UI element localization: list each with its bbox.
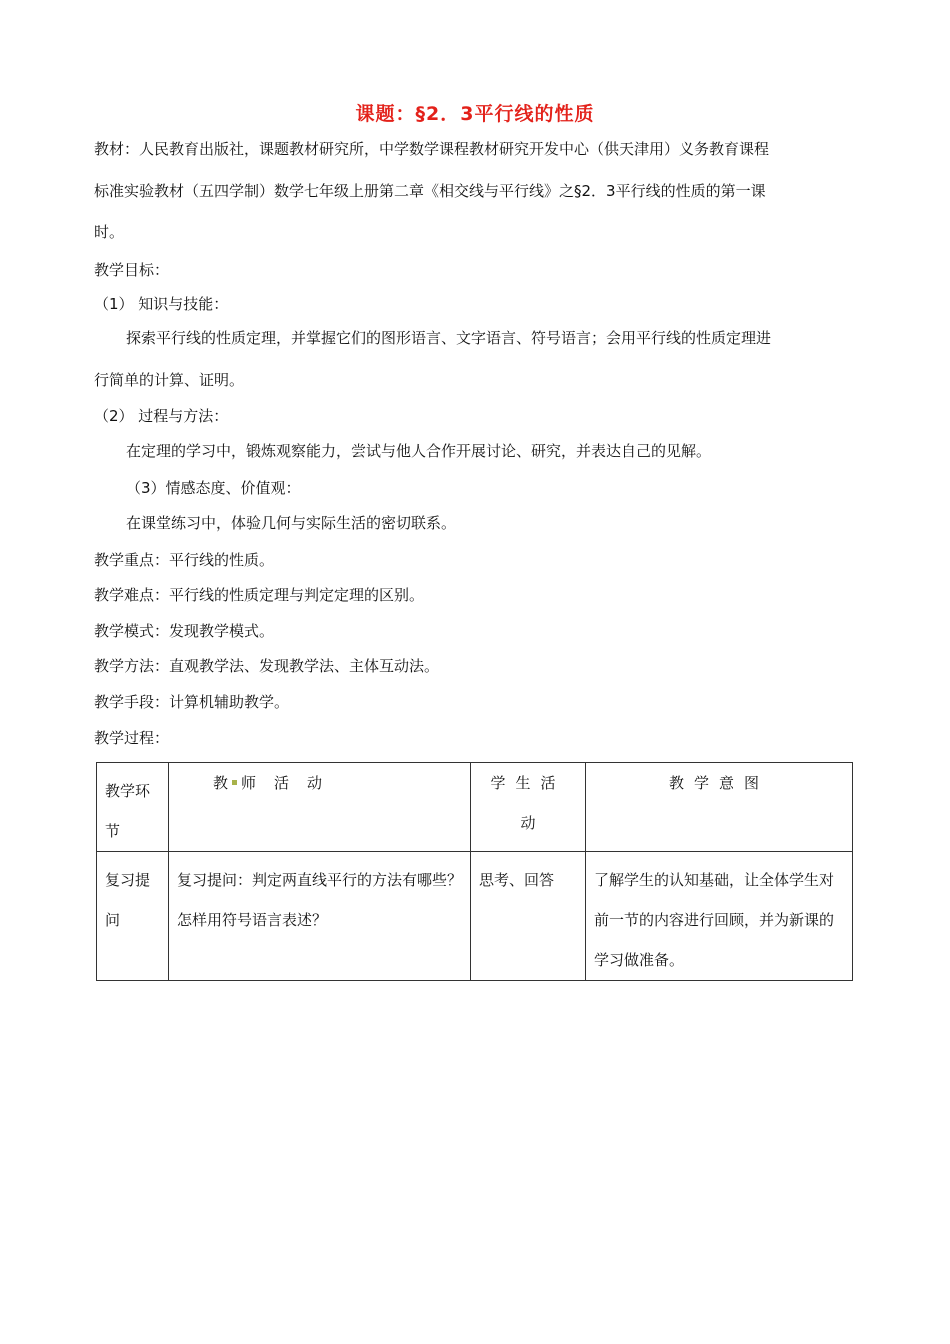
header-stage-text: 教学环节	[105, 782, 151, 840]
row1-stage-text: 复习提问	[105, 871, 151, 929]
table-header-row	[97, 763, 853, 852]
lesson-title: 课题：§2．3平行线的性质	[355, 103, 595, 125]
row1-intent-text: 了解学生的认知基础，让全体学生对前一节的内容进行回顾，并为新课的学习做准备。	[594, 871, 835, 969]
row1-stage	[97, 852, 169, 981]
header-intent-text: 教学意图	[668, 774, 769, 792]
objective-1-line-2: 行简单的计算、证明。	[94, 371, 245, 389]
objective-1-line-1: 探索平行线的性质定理，并掌握它们的图形语言、文字语言、符号语言；会用平行线的性质定理进	[126, 329, 772, 347]
table-row	[97, 852, 853, 981]
header-teacher-b: 师活动	[241, 774, 341, 792]
teaching-means: 教学手段：计算机辅助教学。	[94, 693, 290, 711]
row1-student-text: 思考、回答	[479, 871, 555, 889]
lesson-process-table	[96, 762, 853, 981]
objective-3-heading: （3）情感态度、价值观：	[126, 479, 301, 497]
objectives-heading: 教学目标：	[94, 261, 170, 279]
header-teacher-a: 教	[213, 774, 229, 792]
key-point: 教学重点：平行线的性质。	[94, 551, 275, 569]
process-heading: 教学过程：	[94, 729, 170, 747]
material-line-2: 标准实验教材（五四学制）数学七年级上册第二章《相交线与平行线》之§2．3平行线的性质的第一课	[94, 182, 766, 200]
teaching-method: 教学方法：直观教学法、发现教学法、主体互动法。	[94, 657, 440, 675]
header-student-b: 动	[520, 814, 536, 832]
objective-2-text: 在定理的学习中，锻炼观察能力，尝试与他人合作开展讨论、研究，并表达自己的见解。	[126, 442, 712, 460]
material-line-1: 教材：人民教育出版社，课题教材研究所，中学数学课程教材研究开发中心（供天津用）义务教育课程	[94, 140, 770, 158]
material-line-3: 时。	[94, 223, 125, 241]
teaching-mode: 教学模式：发现教学模式。	[94, 622, 275, 640]
header-student-a: 学生活	[490, 774, 566, 792]
objective-3-text: 在课堂练习中，体验几何与实际生活的密切联系。	[126, 514, 457, 532]
difficulty: 教学难点：平行线的性质定理与判定定理的区别。	[94, 586, 425, 604]
header-intent	[586, 763, 853, 852]
row1-teacher	[169, 852, 471, 981]
header-student	[471, 763, 586, 852]
row1-intent	[586, 852, 853, 981]
row1-student	[471, 852, 586, 981]
header-teacher	[169, 763, 471, 852]
objective-2-heading: （2） 过程与方法：	[94, 407, 229, 425]
objective-1-heading: （1） 知识与技能：	[94, 295, 229, 313]
header-stage	[97, 763, 169, 852]
stray-mark-icon	[232, 780, 237, 785]
row1-teacher-text: 复习提问：判定两直线平行的方法有哪些？怎样用符号语言表述？	[177, 871, 463, 929]
